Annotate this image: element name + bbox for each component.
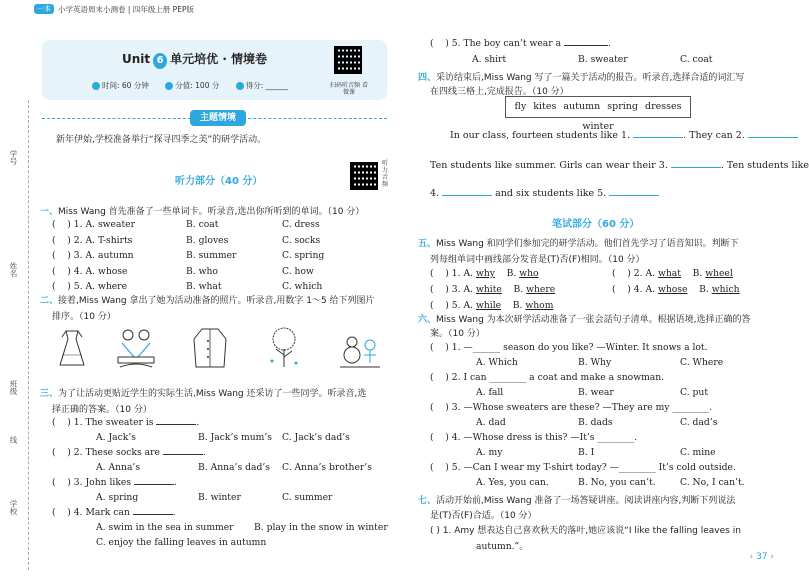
q6-option-a: A. my xyxy=(476,447,503,458)
q1-item: ( ) 4. A. whose xyxy=(52,265,128,277)
coat-picture xyxy=(186,325,234,371)
q1-option-b: B. what xyxy=(186,281,222,292)
unit-number: 6 xyxy=(153,53,167,69)
picnic-picture xyxy=(112,325,160,371)
q1-item: ( ) 2. A. T-shirts xyxy=(52,234,133,246)
q1-option-c: C. how xyxy=(282,265,314,277)
q1-item: ( ) 3. A. autumn xyxy=(52,250,134,261)
unit-prefix: Unit xyxy=(122,52,151,66)
unit-banner xyxy=(42,40,387,100)
dress-picture xyxy=(48,325,96,371)
qr-caption: 扫码听音频 看微课 xyxy=(330,82,368,96)
left-page xyxy=(0,0,400,580)
unit-subtitle: 单元培优 · 情境卷 xyxy=(170,52,268,66)
q3-title: 三、为了让活动更贴近学生的实际生活,Miss Wang 还采访了一些同学。听录音,选 xyxy=(40,389,367,399)
snow-picture xyxy=(336,325,384,371)
q3-5-option-a: A. shirt xyxy=(472,54,507,65)
q6-option-a: A. Which xyxy=(476,357,518,368)
q4-line-3: 4. and six students like 5. xyxy=(430,188,659,199)
qr-code-icon[interactable] xyxy=(334,46,362,74)
q3-option-b: B. play in the snow in winter xyxy=(254,522,388,533)
q6-option-a: A. fall xyxy=(476,387,504,398)
q1-option-c: C. spring xyxy=(282,250,325,261)
q3-item: ( ) 3. John likes . xyxy=(52,477,177,488)
q3-5-option-c: C. coat xyxy=(680,54,713,65)
q5-item: ( ) 3. A. white B. where xyxy=(430,284,556,295)
listening-title: 听力部分（40 分） xyxy=(175,176,263,187)
q6-option-c: C. dad’s xyxy=(680,417,718,428)
score-info: 分值: 100 分 xyxy=(165,81,219,90)
q1-title: 一、Miss Wang 首先准备了一些单词卡。听录音,选出你所听到的单词。（10 分） xyxy=(40,207,365,217)
q3-item-5: ( ) 5. The boy can’t wear a . xyxy=(430,38,611,49)
q3-option-a: A. Jack’s xyxy=(96,432,136,443)
q1-item: ( ) 5. A. where xyxy=(52,281,128,292)
series-tag: 一本 xyxy=(34,4,54,14)
unit-title xyxy=(122,50,267,69)
q7-item-1-cont: autumn.”。 xyxy=(476,541,529,552)
q6-option-b: B. dads xyxy=(578,417,613,428)
q1-item: ( ) 1. A. sweater xyxy=(52,219,135,230)
q2-title-cont: 排序。（10 分） xyxy=(52,312,116,322)
q6-title: 六、Miss Wang 为本次研学活动准备了一张会話句子清单。根据语境,选择正确的答 xyxy=(418,315,751,325)
series-title: 小学英语周末小测卷 | 四年级上册 PEP版 xyxy=(58,5,194,14)
q1-option-c: C. dress xyxy=(282,219,320,230)
q3-option-c: C. enjoy the falling leaves in autumn xyxy=(96,537,267,548)
q6-title-cont: 案。（10 分） xyxy=(430,329,485,339)
q3-option-b: B. Jack’s mum’s xyxy=(198,432,272,443)
pen-icon xyxy=(236,82,244,90)
q7-item-1: ( ) 1. Amy 想表达自己喜欢秋天的落叶,她应该说“I like the falling leaves in xyxy=(430,526,741,536)
q3-option-b: B. Anna’s dad’s xyxy=(198,462,270,473)
q6-option-b: B. wear xyxy=(578,387,614,398)
q6-option-a: A. Yes, you can. xyxy=(476,477,549,488)
q3-item: ( ) 4. Mark can . xyxy=(52,507,176,518)
q1-option-b: B. summer xyxy=(186,250,237,261)
q6-option-c: C. No, I can’t. xyxy=(680,477,745,488)
q5-item: ( ) 4. A. whose B. which xyxy=(612,284,740,295)
audio-qr-icon[interactable] xyxy=(350,162,378,190)
margin-label-name: 姓名 xyxy=(9,262,18,277)
tree-picture xyxy=(260,325,308,371)
binding-line xyxy=(28,100,29,570)
time-info: 时间: 60 分钟 xyxy=(92,81,149,90)
q5-title-cont: 列每组单词中画线部分发音是(T)否(F)相同。（10 分） xyxy=(430,255,645,265)
q3-option-c: C. Anna’s brother’s xyxy=(282,462,372,473)
got-info: 得分: ______ xyxy=(236,81,288,90)
q3-item: ( ) 2. These socks are . xyxy=(52,447,206,458)
q4-title: 四、采访结束后,Miss Wang 写了一篇关于活动的报告。听录音,选择合适的词汇写 xyxy=(418,73,745,83)
q6-item: ( ) 2. I can ________ a coat and make a snowman. xyxy=(430,372,665,383)
q5-title: 五、Miss Wang 和同学们参加完的研学活动。他们首先学习了语音知识。判断下 xyxy=(418,239,739,249)
q3-option-c: C. Jack’s dad’s xyxy=(282,432,350,443)
q4-title-cont: 在四线三格上,完成报告。（10 分） xyxy=(430,87,569,97)
q3-option-a: A. swim in the sea in summer xyxy=(96,522,234,533)
q3-option-a: A. Anna’s xyxy=(96,462,141,473)
word-bank: fly kites autumn spring dresses winter xyxy=(505,96,691,118)
q1-option-c: C. socks xyxy=(282,234,321,246)
theme-label: 主题情境 xyxy=(190,110,246,126)
q3-option-a: A. spring xyxy=(96,492,139,503)
q3-option-b: B. winter xyxy=(198,492,241,503)
q5-item: ( ) 2. A. what B. wheel xyxy=(612,268,733,279)
right-page xyxy=(400,0,800,580)
margin-label-line: 线 xyxy=(9,436,18,444)
q4-line-1: In our class, fourteen students like 1. . They can 2. xyxy=(450,130,798,141)
q3-option-c: C. summer xyxy=(282,492,333,503)
q1-option-c: C. which xyxy=(282,281,323,292)
margin-label-school: 学校 xyxy=(9,500,18,515)
q6-option-c: C. Where xyxy=(680,357,724,368)
written-title: 笔试部分（60 分） xyxy=(552,219,640,230)
q1-option-b: B. who xyxy=(186,265,218,277)
q7-title-cont: 是(T)否(F)合适。（10 分） xyxy=(430,511,537,521)
q6-option-b: B. Why xyxy=(578,357,612,368)
score-icon xyxy=(165,82,173,90)
q6-item: ( ) 4. —Whose dress is this? —It’s ________. xyxy=(430,432,638,443)
theme-intro: 新年伊始,学校准备举行“探寻四季之美”的研学活动。 xyxy=(56,135,267,145)
q6-item: ( ) 3. —Whose sweaters are these? —They are my ________. xyxy=(430,402,713,413)
audio-qr-caption: 听力音频 xyxy=(381,160,388,188)
page-number: › 37 › xyxy=(749,552,774,562)
q5-item: ( ) 5. A. while B. whom xyxy=(430,300,554,311)
clock-icon xyxy=(92,82,100,90)
unit-meta xyxy=(92,80,302,91)
q1-option-b: B. gloves xyxy=(186,234,229,246)
q2-title: 二、接着,Miss Wang 拿出了她为活动准备的照片。听录音,用数字 1～5 给下列图片 xyxy=(40,296,375,306)
margin-label-student-id: 学号 xyxy=(9,150,18,165)
q6-option-b: B. No, you can’t. xyxy=(578,477,656,488)
margin-label-class: 班级 xyxy=(9,380,18,395)
q6-option-a: A. dad xyxy=(476,417,506,428)
q3-item: ( ) 1. The sweater is . xyxy=(52,417,200,428)
q6-option-c: C. put xyxy=(680,387,709,398)
q6-item: ( ) 5. —Can I wear my T-shirt today? —________ It’s cold outside. xyxy=(430,462,736,473)
q7-title: 七、活动开始前,Miss Wang 准备了一场答疑讲座。阅读讲座内容,判断下列说法 xyxy=(418,496,736,506)
q6-item: ( ) 1. —______ season do you like? —Winter. It snows a lot. xyxy=(430,342,708,353)
q1-option-b: B. coat xyxy=(186,219,219,230)
q4-line-2: Ten students like summer. Girls can wear their 3. . Ten students like xyxy=(430,160,809,171)
q6-option-c: C. mine xyxy=(680,447,716,458)
q6-option-b: B. I xyxy=(578,447,595,458)
q5-item: ( ) 1. A. why B. who xyxy=(430,268,539,279)
q3-title-cont: 择正确的答案。（10 分） xyxy=(52,405,152,415)
q3-5-option-b: B. sweater xyxy=(578,54,628,65)
